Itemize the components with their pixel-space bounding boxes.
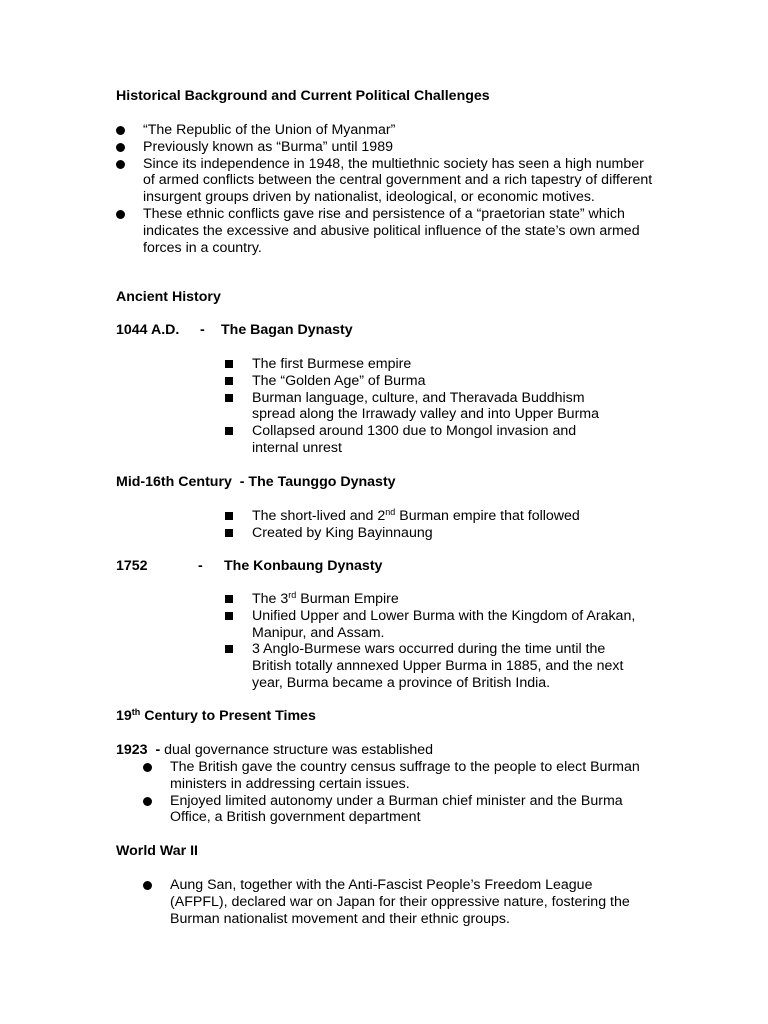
- bullet-dot-icon: [116, 126, 125, 135]
- taunggo-bullet-list: [225, 508, 625, 542]
- section-heading-taunggo: Mid-16th Century - The Taunggo Dynasty: [116, 474, 396, 490]
- list-item: The 3rd Burman Empire: [225, 591, 645, 608]
- list-item: “The Republic of the Union of Myanmar”: [116, 122, 656, 139]
- list-item: Created by King Bayinnaung: [225, 525, 625, 542]
- list-item: The British gave the country census suffrage to the people to elect Burman ministers in addressing certain issues.: [143, 759, 643, 793]
- list-item: Since its independence in 1948, the multiethnic society has seen a high number of armed conflicts between the central government and a rich tapestry of different insurgent groups driven by nationalist, ideological, or economic motives.: [116, 156, 656, 206]
- list-item: 3 Anglo-Burmese wars occurred during the time until the British totally annnexed Upper Burma in 1885, and the next year, Burma became a province of British India.: [225, 641, 645, 691]
- bullet-square-icon: [225, 394, 233, 402]
- bullet-dot-icon: [143, 763, 152, 772]
- bullet-dot-icon: [143, 881, 152, 890]
- bullet-dot-icon: [116, 160, 125, 169]
- list-item: The short-lived and 2nd Burman empire that followed: [225, 508, 625, 525]
- list-item: The first Burmese empire: [225, 356, 625, 373]
- list-item: Unified Upper and Lower Burma with the Kingdom of Arakan, Manipur, and Assam.: [225, 608, 645, 642]
- bullet-square-icon: [225, 645, 233, 653]
- bullet-dot-icon: [116, 210, 125, 219]
- section-heading-19th-century: 19th Century to Present Times: [116, 707, 316, 724]
- governance-line: 1923 - dual governance structure was established: [116, 742, 434, 758]
- list-item: Collapsed around 1300 due to Mongol invasion and internal unrest: [225, 423, 625, 457]
- world-war-bullet-list: [143, 877, 643, 927]
- bullet-square-icon: [225, 360, 233, 368]
- list-item: Aung San, together with the Anti-Fascist People’s Freedom League (AFPFL), declared war on Japan for their oppressive nature, fostering the Burman nationalist movement and their ethnic groups.: [143, 877, 643, 927]
- section-heading-konbaung: 1752 - The Konbaung Dynasty: [116, 558, 383, 574]
- page-title: Historical Background and Current Political Challenges: [116, 88, 490, 104]
- konbaung-bullet-list: [225, 591, 645, 692]
- bullet-square-icon: [225, 377, 233, 385]
- bullet-square-icon: [225, 595, 233, 603]
- list-item: Burman language, culture, and Theravada Buddhism spread along the Irrawady valley and into Upper Burma: [225, 390, 625, 424]
- bullet-square-icon: [225, 427, 233, 435]
- bullet-dot-icon: [116, 143, 125, 152]
- section-heading-ancient-history: Ancient History: [116, 289, 221, 305]
- intro-bullet-list: [116, 122, 656, 256]
- bullet-square-icon: [225, 612, 233, 620]
- bullet-square-icon: [225, 512, 233, 520]
- list-item: The “Golden Age” of Burma: [225, 373, 625, 390]
- section-heading-world-war-ii: World War II: [116, 843, 198, 859]
- list-item: Previously known as “Burma” until 1989: [116, 139, 656, 156]
- bullet-dot-icon: [143, 797, 152, 806]
- list-item: Enjoyed limited autonomy under a Burman chief minister and the Burma Office, a British government department: [143, 793, 643, 827]
- bullet-square-icon: [225, 529, 233, 537]
- bagan-bullet-list: [225, 356, 625, 457]
- list-item: These ethnic conflicts gave rise and persistence of a “praetorian state” which indicates the excessive and abusive political influence of the state’s own armed forces in a country.: [116, 206, 656, 256]
- governance-bullet-list: [143, 759, 643, 826]
- section-heading-bagan: 1044 A.D. - The Bagan Dynasty: [116, 322, 353, 338]
